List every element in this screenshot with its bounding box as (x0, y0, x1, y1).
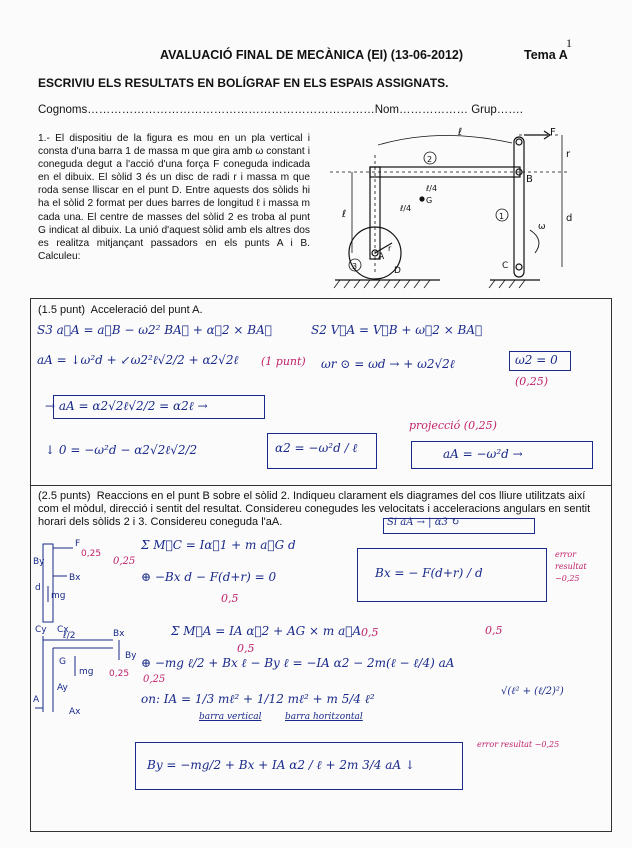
fig-label-l-top: ℓ (458, 127, 463, 138)
fbd-label-Ay: Ay (57, 683, 68, 693)
fig-label-D: D (394, 266, 401, 276)
q2-hw-eq1: ⊕ −Bx d − F(d+r) = 0 (141, 570, 277, 584)
fbd-label-A: A (33, 695, 40, 705)
fbd-label-025b: 0,25 (109, 669, 130, 679)
fig-label-l-left: ℓ (342, 209, 347, 220)
q1-final-result: aA = −ω²d → (443, 447, 523, 461)
q1-hw-line2b: ωr ⊙ = ωd → + ω2√2ℓ (321, 357, 455, 371)
fig-label-B: B (526, 174, 533, 185)
problem-statement: 1.- El dispositiu de la figura es mou en un pla vertical i consta d'una barra 1 de massa m que gira amb ω constant i coneguda degut a l'acció d'una força F coneguda indicada en el dibuix. El sòlid 3 és un disc de radi r i massa m que roda sense lliscar en el punt D. Entre aquests dos sòlids hi ha el sòlid 2 format per dues barres de longitud ℓ i massa m cada una. El centre de masses del sòlid 2 es troba al punt G indicat al dibuix. La unió d'aquest sòlid amb els altres dos es realitza mitjançant passadors en els punts A i B. Calculeu: (38, 133, 310, 262)
fig-label-r: r (566, 149, 571, 160)
q2-box (30, 485, 612, 832)
fig-label-1: 1 (499, 212, 505, 221)
fbd-label-Cx: Cx (57, 625, 69, 635)
q1-hw-line1: S3 a⃗A = a⃗B − ω2² BA⃗ + α⃗2 × BA⃗ (37, 323, 272, 337)
q2-given: Si aA → | α3 ↻ (387, 517, 460, 528)
q2-pts-025b: 0,25 (143, 674, 166, 685)
q2-err1: error (555, 550, 577, 559)
fig-label-3: 3 (352, 262, 358, 271)
q2-hw-mc: Σ M⃗C = Iα⃗1 + m a⃗G d (141, 538, 296, 552)
fig-label-l4b: ℓ/4 (400, 204, 412, 213)
fbd-label-Cy: Cy (35, 625, 47, 635)
q2-hw-eq2: ⊕ −mg ℓ/2 + Bx ℓ − By ℓ = −IA α2 − 2m(ℓ − ℓ/4) aA (141, 656, 455, 670)
mechanism-figure (330, 125, 580, 295)
q2-pts-05a: 0,5 (221, 592, 239, 605)
q2-by-result: By = −mg/2 + Bx + IA α2 / ℓ + 2m 3/4 aA ↓ (147, 758, 415, 772)
q2-pts-025a: 0,25 (113, 556, 136, 567)
q2-barra-vertical: barra vertical (199, 712, 262, 722)
exam-tema: Tema A (524, 48, 568, 62)
q1-w2-result: ω2 = 0 (515, 353, 558, 367)
q2-bx-result: Bx = − F(d+r) / d (375, 566, 483, 580)
q1-pts2: (0,25) (515, 375, 549, 388)
q1-projection: projecció (0,25) (409, 419, 497, 432)
q1-pts1: (1 punt) (261, 355, 306, 368)
exam-title: AVALUACIÓ FINAL DE MECÀNICA (EI) (13-06-2012) (160, 48, 464, 62)
q2-pts-05c: 0,5 (361, 626, 379, 639)
fbd-label-Bx: Bx (69, 573, 81, 583)
fbd-label-G: G (59, 657, 66, 667)
exam-instruction: ESCRIVIU ELS RESULTATS EN BOLÍGRAF EN ELS ESPAIS ASSIGNATS. (38, 76, 449, 90)
q2-err4: error resultat −0,25 (477, 740, 560, 749)
q1-hw-line2: aA = ↓ω²d + ↙ω2²ℓ√2/2 + α2√2ℓ (37, 353, 239, 367)
fig-label-F: F (550, 127, 556, 138)
fbd-label-mg2: mg (79, 667, 94, 677)
fig-label-r2: r (388, 244, 392, 253)
student-names-line: Cognoms…………………………………………………………………Nom……………… Grup……. (38, 104, 523, 116)
fig-label-A: A (378, 252, 385, 262)
q1-header (38, 304, 203, 317)
fbd-label-025a: 0,25 (81, 549, 102, 559)
q2-err2: resultat (555, 562, 587, 571)
q2-points: (2.5 punts) (38, 490, 91, 502)
fig-label-G: G (426, 196, 433, 205)
q2-err3: −0,25 (555, 574, 580, 583)
q1-alpha2-result: α2 = −ω²d / ℓ (275, 441, 358, 455)
q1-hw-line4: ↓ 0 = −ω²d − α2√2ℓ√2/2 (45, 443, 198, 457)
fig-label-l4a: ℓ/4 (426, 184, 438, 193)
q2-pythagoras: √(ℓ² + (ℓ/2)²) (501, 686, 564, 697)
q1-text: Acceleració del punt A. (90, 304, 203, 316)
fbd-label-mg: mg (51, 591, 66, 601)
fig-label-C: C (502, 261, 509, 271)
q2-text: Reaccions en el punt B sobre el sòlid 2. Indiqueu clarament els diagrames del cos lliure utilitzats així com el mòdul, direcció i sentit del resultat. Considereu conegudes les velocitats i acceleracions angulars en sentit horari dels sòlids 2 i 3. Considereu coneguda l'aA. (38, 490, 591, 528)
q1-hw-line1b: S2 V⃗A = V⃗B + ω⃗2 × BA⃗ (311, 323, 483, 337)
q2-hw-ia: on: IA = 1/3 mℓ² + 1/12 mℓ² + m 5/4 ℓ² (141, 692, 375, 706)
fbd-label-By2: By (125, 651, 137, 661)
q2-hw-ma: Σ M⃗A = IA α⃗2 + AG × m a⃗A (171, 624, 362, 638)
fbd-label-l2: ℓ/2 (63, 631, 76, 641)
q2-pts-05d: 0,5 (485, 624, 503, 637)
q2-barra-horitzontal: barra horitzontal (285, 712, 363, 722)
fbd-label-d: d (35, 583, 41, 593)
q1-points: (1.5 punt) (38, 304, 86, 316)
fig-label-d: d (566, 213, 573, 224)
q1-hw-line3: → aA = α2√2ℓ√2/2 = α2ℓ → (45, 399, 208, 413)
q1-box (30, 298, 612, 486)
fig-label-2: 2 (427, 155, 433, 164)
fbd-label-Ax: Ax (69, 707, 81, 716)
fig-label-omega: ω (538, 222, 546, 232)
fbd-label-F: F (75, 539, 81, 549)
fbd-label-Bx2: Bx (113, 629, 125, 639)
q2-pts-05b: 0,5 (237, 642, 255, 655)
page-number: 1 (566, 36, 572, 50)
fbd-label-By: By (33, 557, 45, 567)
